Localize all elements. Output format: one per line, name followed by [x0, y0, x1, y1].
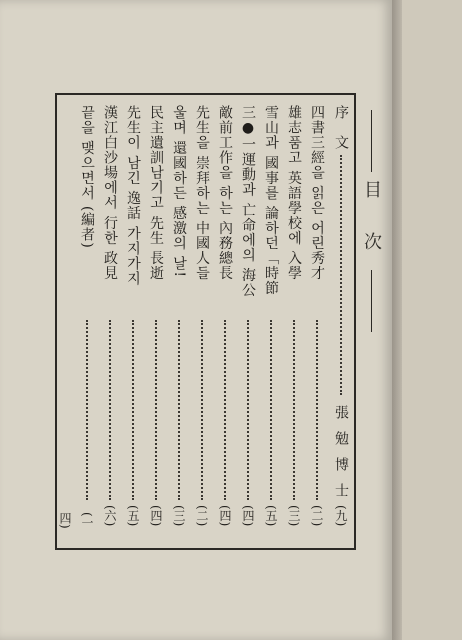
toc-entry-text: 雪山과 國事를 論하던「時節 [263, 105, 279, 296]
toc-entry-text: 울며 還國하든 感激의 날! [171, 105, 187, 278]
toc-entry[interactable] [283, 105, 305, 535]
toc-entry[interactable] [99, 105, 121, 535]
toc-entry-text: 先生이 남긴 逸話 가지가지 [125, 105, 141, 287]
book-gutter [392, 0, 402, 640]
toc-entry[interactable] [237, 105, 259, 535]
toc-entry-text: 三●一運動과 亡命에의 海公 [240, 105, 256, 298]
toc-entry-page: (三) [287, 505, 301, 527]
toc-entry[interactable] [145, 105, 167, 535]
leader-dots [224, 320, 228, 500]
toc-entry[interactable] [260, 105, 282, 535]
toc-entry-text: 漢江白沙場에서 行한 政見 [102, 105, 118, 281]
toc-entry-page: (四) [149, 505, 163, 527]
leader-dots [155, 320, 159, 500]
toc-entry-page: (三) [172, 505, 186, 527]
leader-dots [340, 155, 344, 395]
heading-char-2: 次 [361, 232, 382, 250]
toc-entry-text: 先生을 崇拜하는 中國人들 [194, 105, 210, 281]
toc-entry[interactable] [191, 105, 213, 535]
leader-dots [247, 320, 251, 500]
toc-entry-page: (四) [241, 505, 255, 527]
leader-dots [132, 320, 136, 500]
toc-entry-page: (六) [103, 505, 117, 527]
contents-heading [360, 180, 384, 250]
toc-entry-page: (二) [195, 505, 209, 527]
toc-entry-page: (四) [218, 505, 232, 527]
toc-entry-author: 張勉博士 [333, 405, 349, 509]
toc-entry-preface[interactable] [330, 105, 352, 535]
toc-entry[interactable] [58, 105, 98, 535]
toc-entry[interactable] [122, 105, 144, 535]
leader-dots [201, 320, 205, 500]
toc-entry-text: 雄志품고 英語學校에 入學 [286, 105, 302, 281]
heading-char-1: 目 [361, 180, 382, 198]
leader-dots [316, 320, 320, 500]
leader-dots [270, 320, 274, 500]
toc-entry-page: (一四) [58, 511, 94, 529]
leader-dots [86, 320, 90, 500]
toc-entry[interactable] [168, 105, 190, 535]
toc-entry-text: 끝을 맺으면서 (編者) [79, 105, 95, 249]
toc-entry-page: (五) [126, 505, 140, 527]
leader-dots [109, 320, 113, 500]
toc-entry-text: 敵前工作을 하는 內務總長 [217, 105, 233, 281]
toc-entry-page: (五) [264, 505, 278, 527]
toc-entry[interactable] [214, 105, 236, 535]
toc-entry-text: 序 文 [333, 105, 349, 150]
toc-entry[interactable] [306, 105, 328, 535]
heading-rule-bottom [371, 270, 372, 332]
toc-entry-text: 民主遺訓남기고 先生 長逝 [148, 105, 164, 281]
toc-entry-page: (九) [334, 505, 348, 527]
next-page-edge [402, 0, 462, 640]
toc-entry-page: (二) [310, 505, 324, 527]
toc-entry-text: 四書三經을 읽은 어린秀才 [309, 105, 325, 281]
leader-dots [293, 320, 297, 500]
leader-dots [178, 320, 182, 500]
heading-rule-top [371, 110, 372, 172]
